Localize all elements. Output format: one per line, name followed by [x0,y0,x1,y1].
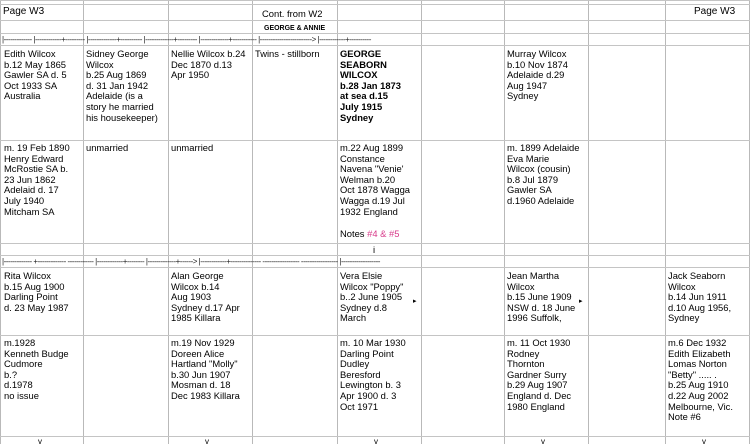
col-line [504,0,505,444]
continue-mark: v [205,437,209,446]
person-alan: Alan George Wilcox b.14 Aug 1903 Sydney d.17 Apr 1985 Killara [171,271,240,324]
notes-label: Notes [340,229,368,239]
col-line [588,0,589,444]
col-line [665,0,666,444]
notes-link[interactable]: #4 & #5 [367,229,400,239]
person-jack: Jack Seaborn Wilcox b.14 Jun 1911 d.10 Aug 1956, Sydney [668,271,732,324]
continue-mark: v [541,437,545,446]
cont-from-label: Cont. from W2 [262,9,323,19]
person-jean: Jean Martha Wilcox b.15 June 1909 NSW d. 18 June 1996 Suffolk, [507,271,576,324]
spouse-george: m.22 Aug 1899 Constance Navena "Venie' Welman b.20 Oct 1878 Wagga Wagga d.19 Jul 1932 England [340,143,411,217]
family-connector-bottom: |------------- +------------- ------------ |------------+-------- |-------------+------> |------------+-------------- ----------------- ----------------- |------------------ [2,257,380,266]
person-twins: Twins - stillborn [255,49,320,59]
family-connector-top: |------------- |------------+--------- |-------------+---------- |-------------+--------- |-------------+----------- |------------------------> |------------+---------- [2,35,371,44]
spouse-alan: m.19 Nov 1929 Doreen Alice Hartland "Molly" b.30 Jun 1907 Mosman d. 18 Dec 1983 Killara [171,338,240,401]
person-murray: Murray Wilcox b.10 Nov 1874 Adelaide d.29 Aug 1947 Sydney [507,49,568,102]
row-line [0,4,750,5]
col-line [0,0,1,444]
spouse-murray: m. 1899 Adelaide Eva Marie Wilcox (cousin) b.8 Jul 1879 Gawler SA d.1960 Adelaide [507,143,580,206]
spouse-sidney: unmarried [86,143,129,153]
spouse-jean: m. 11 Oct 1930 Rodney Thornton Gardner Surry b.29 Aug 1907 England d. Dec 1980 England [507,338,572,412]
row-line [0,243,750,244]
person-sidney: Sidney George Wilcox b.25 Aug 1869 d. 31 Jan 1942 Adelaide (is a story he married his housekeeper) [86,49,158,123]
spouse-nellie: unmarried [171,143,214,153]
spouse-vera: m. 10 Mar 1930 Darling Point Dudley Beresford Lewington b. 3 Apr 1900 d. 3 Oct 1971 [340,338,406,412]
descent-tick: i [373,245,376,255]
person-edith: Edith Wilcox b.12 May 1865 Gawler SA d. 5 Oct 1933 SA Australia [4,49,67,102]
spouse-edith: m. 19 Feb 1890 Henry Edward McRostie SA b. 23 Jun 1862 Adelaid d. 17 July 1940 Mitcham SA [4,143,70,217]
couple-label: GEORGE & ANNIE [264,25,326,32]
continue-mark: v [38,437,42,446]
arrow-right-icon: ▸ [579,298,583,305]
col-line [83,0,84,444]
col-line [421,0,422,444]
person-george: GEORGE SEABORN WILCOX b.28 Jan 1873 at sea d.15 July 1915 Sydney [340,49,401,123]
col-line [168,0,169,444]
row-line [0,140,750,141]
continue-mark: v [374,437,378,446]
page-label-right: Page W3 [694,7,736,17]
continue-mark: v [702,437,706,446]
col-line [252,0,253,444]
col-line [337,0,338,444]
row-line [0,20,750,21]
george-notes [340,229,422,240]
row-line [0,0,750,1]
row-line [0,335,750,336]
page-label-left: Page W3 [3,7,45,17]
person-nellie: Nellie Wilcox b.24 Dec 1870 d.13 Apr 1950 [171,49,246,81]
arrow-right-icon: ▸ [413,298,417,305]
spouse-jack: m.6 Dec 1932 Edith Elizabeth Lomas Norton "Betty" ..... . b.25 Aug 1910 d.22 Aug 2002 Melbourne, Vic. Note #6 [668,338,733,423]
person-rita: Rita Wilcox b.15 Aug 1900 Darling Point d. 23 May 1987 [4,271,69,313]
row-line [0,33,750,34]
spouse-rita: m.1928 Kenneth Budge Cudmore b.? d.1978 no issue [4,338,69,401]
person-vera: Vera Elsie Wilcox "Poppy" b..2 June 1905 Sydney d.8 March [340,271,404,324]
